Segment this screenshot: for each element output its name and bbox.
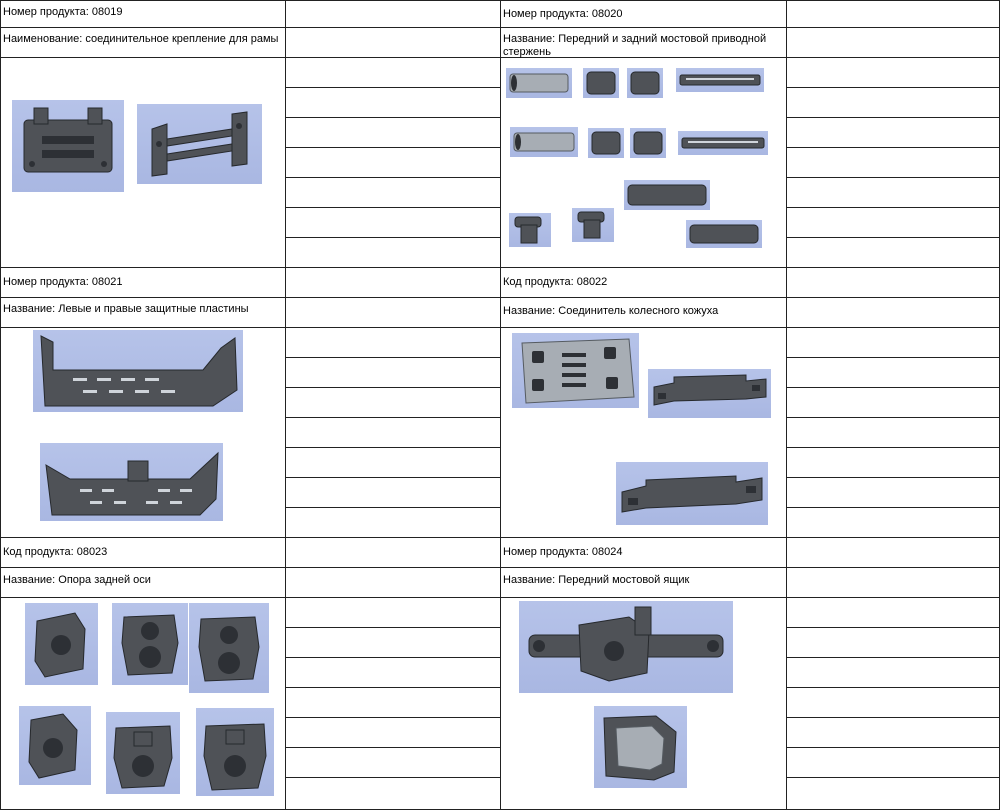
product-code-08023: Код продукта: 08023 bbox=[3, 546, 108, 558]
drive-shaft-cup-3 bbox=[588, 128, 624, 158]
rear-axle-support-image-5 bbox=[106, 712, 180, 794]
drive-shaft-tube-1 bbox=[624, 180, 710, 210]
frame-mount-image-2 bbox=[137, 104, 262, 184]
rear-axle-support-image-2 bbox=[112, 603, 188, 685]
wheel-arch-plate-image bbox=[512, 333, 639, 408]
skid-plate-image-2 bbox=[40, 443, 223, 521]
rear-axle-support-image-6 bbox=[196, 708, 274, 796]
product-code-08022: Код продукта: 08022 bbox=[503, 276, 608, 288]
drive-shaft-cup-2 bbox=[627, 68, 663, 98]
drive-shaft-cap-2 bbox=[572, 208, 614, 242]
drive-shaft-sleeve-2 bbox=[510, 127, 578, 157]
drive-shaft-cup-4 bbox=[630, 128, 666, 158]
drive-shaft-sleeve-1 bbox=[506, 68, 572, 98]
drive-shaft-spline-2 bbox=[678, 131, 768, 155]
product-code-08024: Номер продукта: 08024 bbox=[503, 546, 623, 558]
rear-axle-support-image-3 bbox=[189, 603, 269, 693]
product-name-08024: Название: Передний мостовой ящик bbox=[503, 574, 690, 586]
product-name-08022: Название: Соединитель колесного кожуха bbox=[503, 305, 719, 317]
product-code-08019: Номер продукта: 08019 bbox=[3, 6, 123, 18]
drive-shaft-cup-1 bbox=[583, 68, 619, 98]
drive-shaft-spline-1 bbox=[676, 68, 764, 92]
product-name-08019: Наименование: соединительное крепление для рамы bbox=[3, 33, 279, 45]
drive-shaft-cap-1 bbox=[509, 213, 551, 247]
product-code-08020: Номер продукта: 08020 bbox=[503, 8, 623, 20]
front-axle-housing-image bbox=[519, 601, 733, 693]
skid-plate-image-1 bbox=[33, 330, 243, 412]
product-name-08020: Название: Передний и задний мостовой приводной стержень bbox=[503, 33, 767, 58]
front-axle-cover-image bbox=[594, 706, 687, 788]
rear-axle-support-image-1 bbox=[25, 603, 98, 685]
wheel-arch-connector-image-1 bbox=[648, 369, 771, 418]
product-code-08021: Номер продукта: 08021 bbox=[3, 276, 123, 288]
rear-axle-support-image-4 bbox=[19, 706, 91, 785]
product-name-08023: Название: Опора задней оси bbox=[3, 574, 151, 586]
drive-shaft-tube-2 bbox=[686, 220, 762, 248]
product-name-08021: Название: Левые и правые защитные пластины bbox=[3, 303, 249, 315]
frame-mount-image-1 bbox=[12, 100, 124, 192]
wheel-arch-connector-image-2 bbox=[616, 462, 768, 525]
